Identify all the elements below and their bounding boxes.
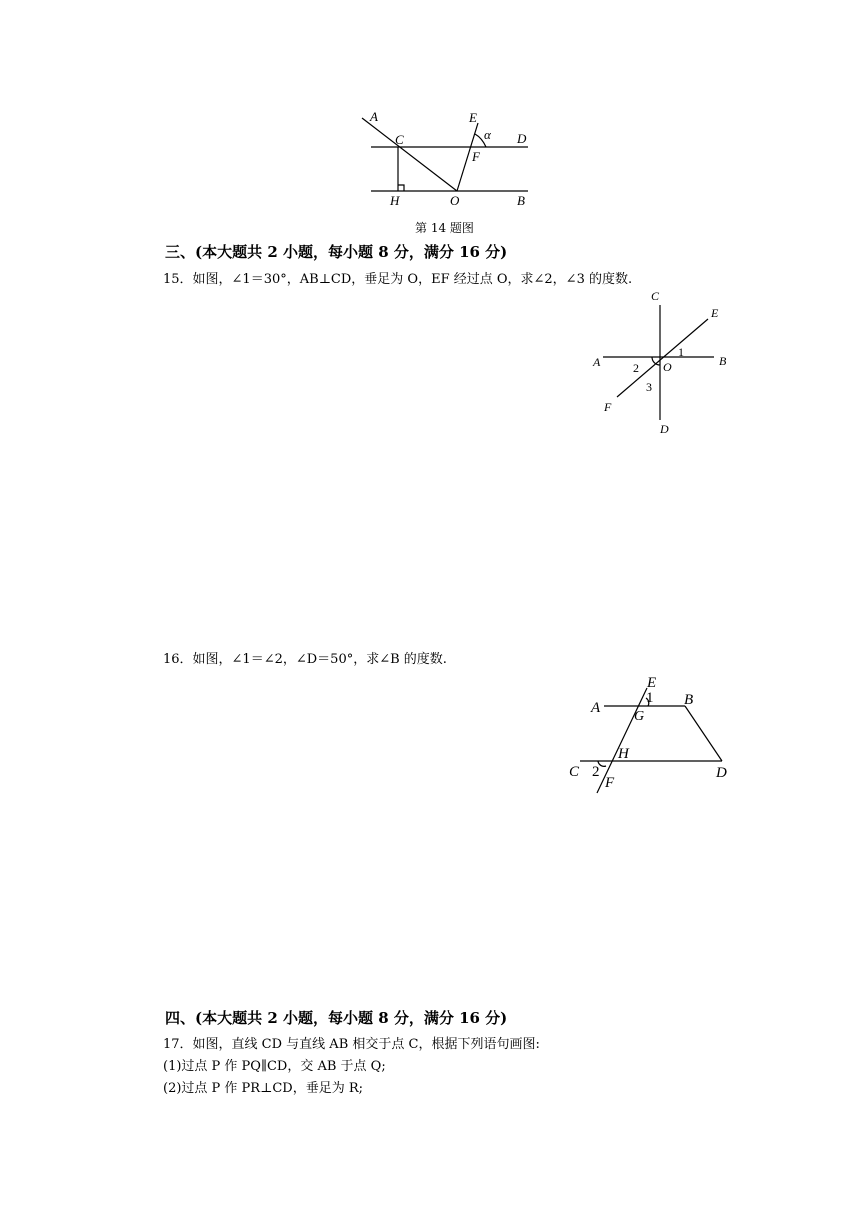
- question-15-text: 15．如图，∠1＝30°，AB⊥CD，垂足为 O，EF 经过点 O，求∠2，∠3 的度数.: [163, 272, 633, 287]
- label-angle-2: 2: [633, 361, 639, 375]
- label-angle-3: 3: [646, 380, 652, 394]
- label-f: F: [472, 149, 480, 164]
- section-4-title: 四、(本大题共 2 小题，每小题 8 分，满分 16 分): [165, 1009, 508, 1027]
- label-o: O: [450, 193, 460, 208]
- question-17-item-1: (1)过点 P 作 PQ∥CD，交 AB 于点 Q;: [163, 1059, 386, 1074]
- label-h: H: [390, 193, 400, 208]
- label-d: D: [660, 422, 669, 436]
- label-c: C: [569, 764, 580, 780]
- label-f: F: [605, 775, 615, 791]
- label-g: G: [634, 709, 645, 724]
- label-e: E: [469, 110, 477, 125]
- label-h: H: [618, 746, 629, 762]
- label-e: E: [647, 675, 657, 691]
- label-o: O: [663, 360, 672, 374]
- line-bd: [685, 706, 722, 761]
- figure-14-caption: 第 14 题图: [415, 221, 474, 235]
- label-a: A: [593, 355, 601, 369]
- label-f: F: [604, 400, 612, 414]
- label-d: D: [517, 131, 527, 146]
- label-b: B: [719, 354, 727, 368]
- label-b: B: [684, 692, 694, 708]
- label-alpha: α: [484, 127, 491, 142]
- label-c: C: [395, 132, 404, 147]
- label-angle-2: 2: [592, 764, 600, 780]
- label-angle-1: 1: [646, 690, 654, 706]
- label-a: A: [370, 109, 378, 124]
- label-a: A: [591, 700, 601, 716]
- label-e: E: [711, 306, 719, 320]
- label-d: D: [716, 765, 727, 781]
- label-angle-1: 1: [678, 345, 684, 359]
- question-17-text: 17．如图，直线 CD 与直线 AB 相交于点 C，根据下列语句画图:: [163, 1037, 540, 1052]
- label-b: B: [517, 193, 525, 208]
- question-16-text: 16．如图，∠1＝∠2，∠D＝50°，求∠B 的度数.: [163, 652, 447, 667]
- section-3-title: 三、(本大题共 2 小题，每小题 8 分，满分 16 分): [165, 243, 508, 261]
- question-17-item-2: (2)过点 P 作 PR⊥CD，垂足为 R;: [163, 1081, 363, 1096]
- label-c: C: [651, 289, 660, 303]
